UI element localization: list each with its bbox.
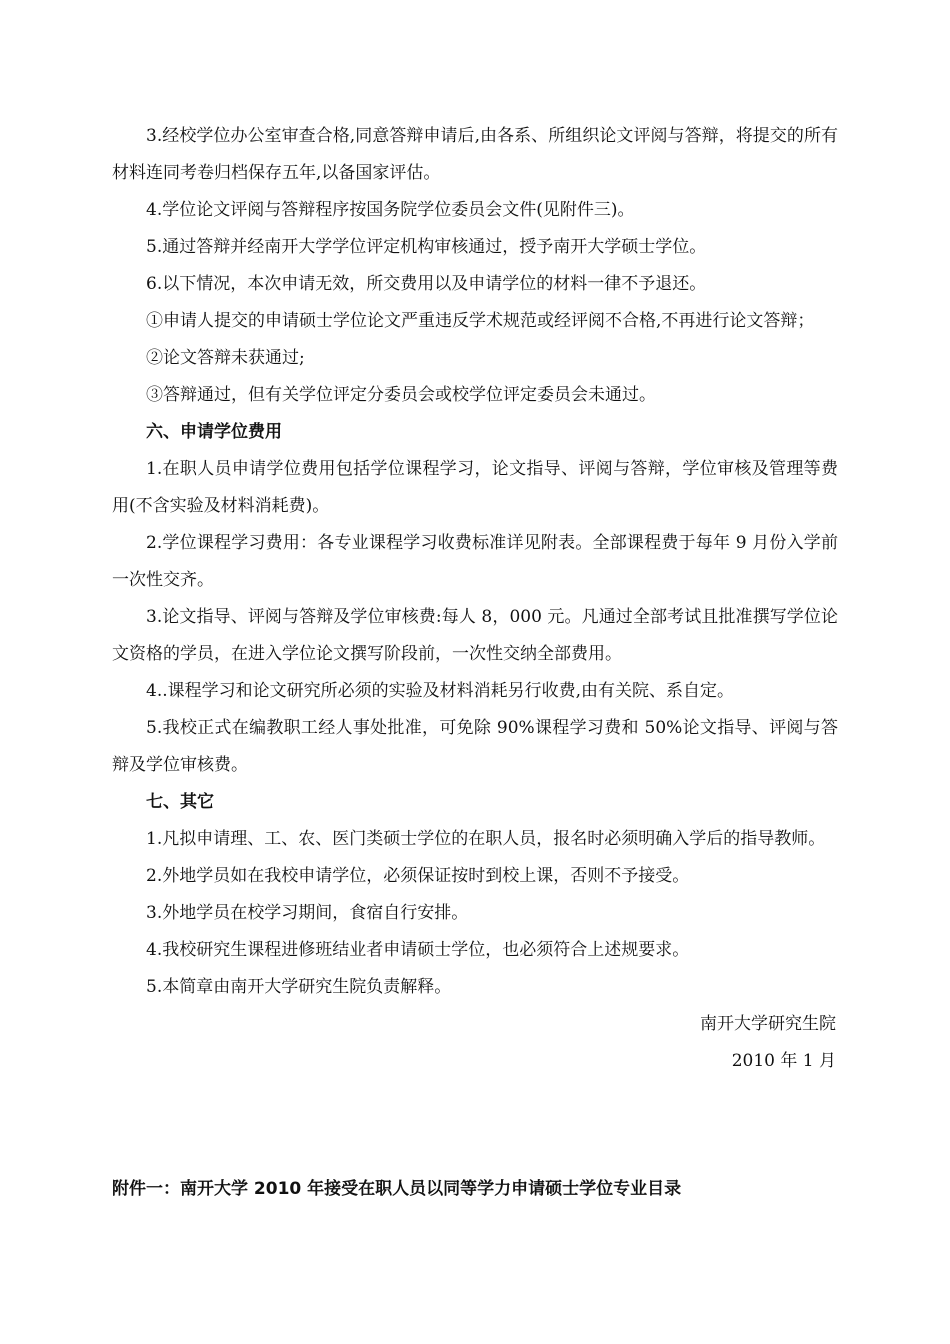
section-heading-fees: 六、申请学位费用 [146, 422, 282, 442]
paragraph-fee-4: 4..课程学习和论文研究所必须的实验及材料消耗另行收费,由有关院、系自定。 [146, 681, 735, 701]
document-body [112, 118, 838, 1080]
paragraph-other-5: 5.本简章由南开大学研究生院负责解释。 [146, 977, 452, 997]
paragraph-invalid-case-3: ③答辩通过，但有关学位评定分委员会或校学位评定委员会未通过。 [146, 385, 656, 405]
paragraph-fee-1: 1.在职人员申请学位费用包括学位课程学习，论文指导、评阅与答辩，学位审核及管理等费用(不含实验及材料消耗费)。 [112, 459, 838, 516]
paragraph-review-defense: 3.经校学位办公室审查合格,同意答辩申请后,由各系、所组织论文评阅与答辩，将提交的所有材料连同考卷归档保存五年,以备国家评估。 [112, 126, 838, 183]
paragraph-fee-2: 2.学位课程学习费用：各专业课程学习收费标准详见附表。全部课程费于每年 9 月份入学前一次性交齐。 [112, 533, 838, 590]
signature-date: 2010 年 1 月 [731, 1051, 836, 1071]
section-heading-other: 七、其它 [146, 792, 214, 812]
paragraph-other-1: 1.凡拟申请理、工、农、医门类硕士学位的在职人员，报名时必须明确入学后的指导教师。 [146, 829, 826, 849]
attachment-title: 附件一：南开大学 2010 年接受在职人员以同等学力申请硕士学位专业目录 [112, 1179, 682, 1199]
paragraph-other-2: 2.外地学员如在我校申请学位，必须保证按时到校上课，否则不予接受。 [146, 866, 690, 886]
paragraph-invalid-cases: 6.以下情况，本次申请无效，所交费用以及申请学位的材料一律不予退还。 [146, 274, 707, 294]
paragraph-fee-3: 3.论文指导、评阅与答辩及学位审核费:每人 8，000 元。凡通过全部考试且批准撰写学位论文资格的学员，在进入学位论文撰写阶段前，一次性交纳全部费用。 [112, 607, 838, 664]
paragraph-other-4: 4.我校研究生课程进修班结业者申请硕士学位，也必须符合上述规要求。 [146, 940, 690, 960]
paragraph-invalid-case-1: ①申请人提交的申请硕士学位论文严重违反学术规范或经评阅不合格,不再进行论文答辩； [146, 311, 815, 331]
signature-organization: 南开大学研究生院 [700, 1014, 836, 1034]
paragraph-other-3: 3.外地学员在校学习期间，食宿自行安排。 [146, 903, 469, 923]
paragraph-invalid-case-2: ②论文答辩未获通过; [146, 348, 305, 368]
paragraph-degree-award: 5.通过答辩并经南开大学学位评定机构审核通过，授予南开大学硕士学位。 [146, 237, 707, 257]
paragraph-fee-5: 5.我校正式在编教职工经人事处批准，可免除 90%课程学习费和 50%论文指导、评阅与答辩及学位审核费。 [112, 718, 838, 775]
paragraph-review-procedure: 4.学位论文评阅与答辩程序按国务院学位委员会文件(见附件三)。 [146, 200, 635, 220]
